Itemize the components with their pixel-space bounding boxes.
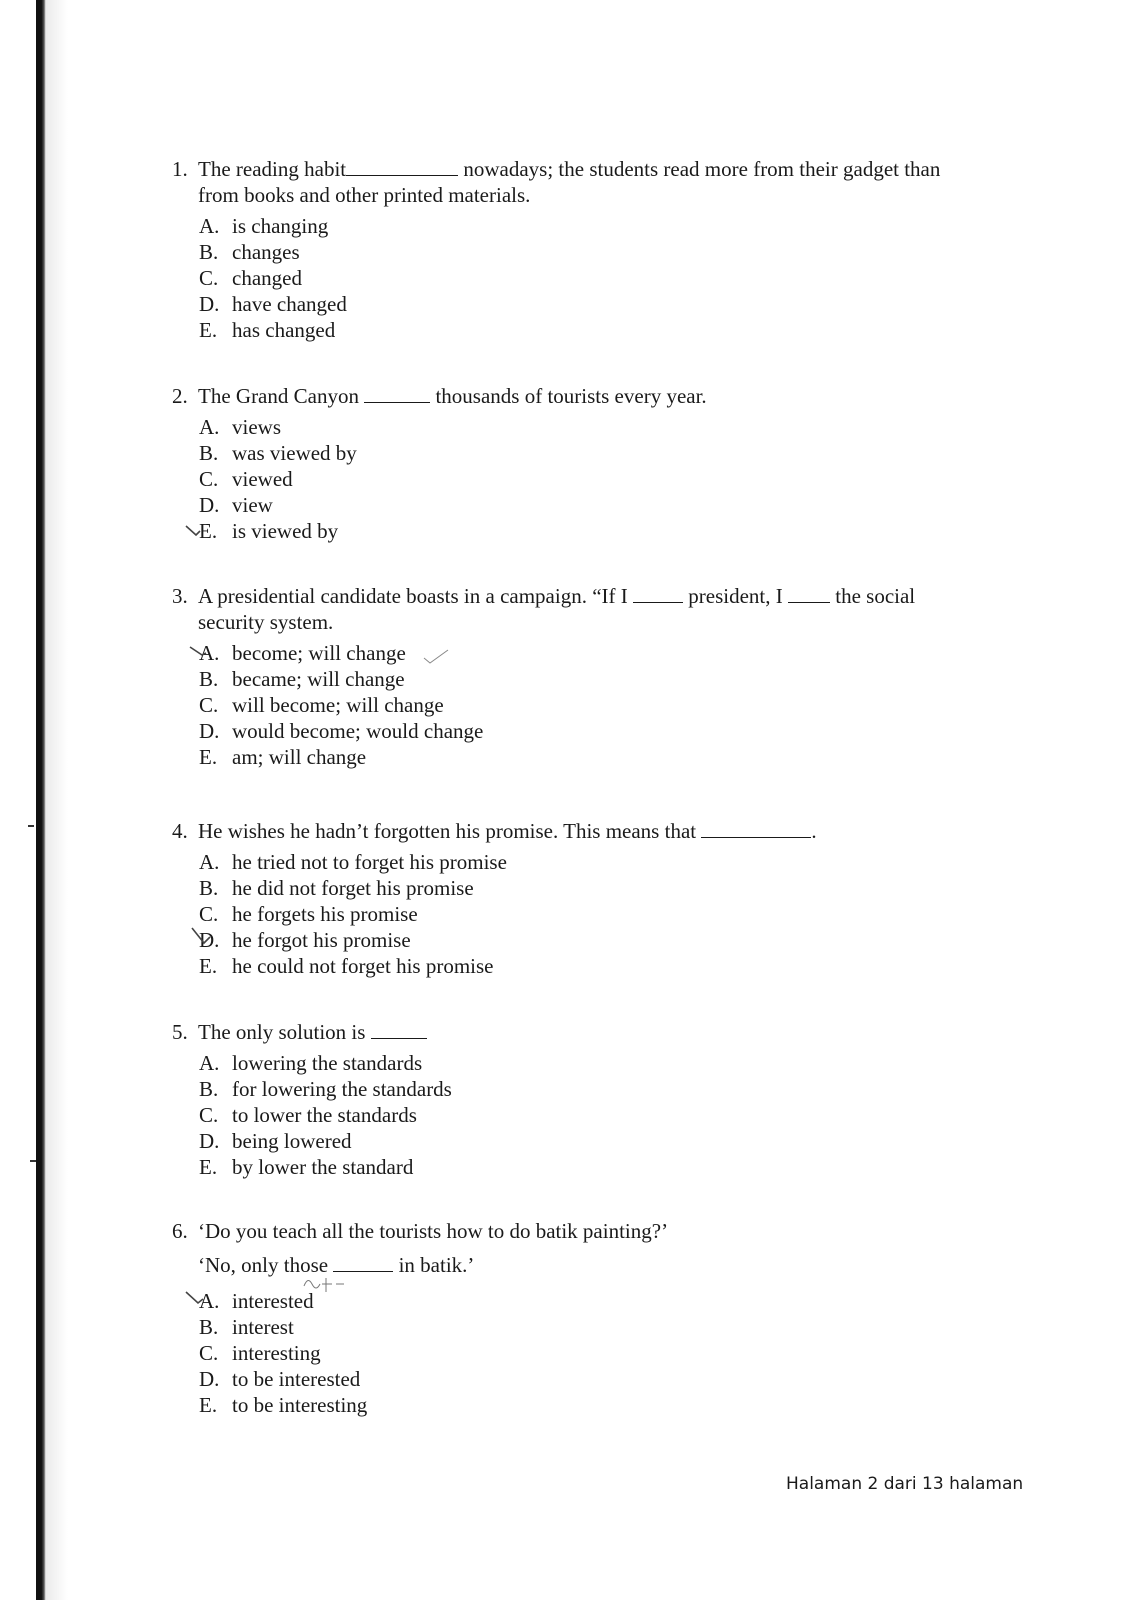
stem-text: A presidential candidate boasts in a campaign. “If I — [198, 584, 628, 608]
option-text: become; will change — [232, 641, 406, 665]
option-text: will become; will change — [232, 693, 444, 717]
question-number: 5. — [172, 1020, 188, 1044]
options-list — [172, 414, 1012, 544]
option-letter: D. — [199, 928, 220, 952]
option-text: for lowering the standards — [232, 1077, 452, 1101]
option-text: he forgot his promise — [232, 928, 411, 952]
stem-text: The Grand Canyon — [198, 384, 359, 408]
option-a — [199, 640, 1012, 666]
option-a — [199, 213, 1012, 239]
option-letter: C. — [199, 1341, 219, 1365]
option-text: changes — [232, 240, 300, 264]
option-letter: A. — [199, 415, 220, 439]
option-text: views — [232, 415, 281, 439]
option-text: became; will change — [232, 667, 405, 691]
option-letter: C. — [199, 467, 219, 491]
option-text: by lower the standard — [232, 1155, 414, 1179]
option-text: am; will change — [232, 745, 367, 769]
stem-text: thousands of tourists every year. — [435, 384, 707, 408]
answer-blank — [333, 1253, 393, 1272]
option-letter: D. — [199, 1367, 220, 1391]
option-c — [199, 1102, 1012, 1128]
options-list — [172, 1288, 1012, 1418]
question-6 — [172, 1218, 1012, 1418]
option-text: lowering the standards — [232, 1051, 423, 1075]
option-c — [199, 1340, 1012, 1366]
option-a — [199, 1050, 1012, 1076]
stem-text: He wishes he hadn’t forgotten his promise. This means that — [198, 819, 697, 843]
option-e — [199, 744, 1012, 770]
question-2 — [172, 383, 1012, 544]
stem-text: ‘Do you teach all the tourists how to do batik painting?’ — [198, 1219, 669, 1243]
option-letter: D. — [199, 493, 220, 517]
option-text: interest — [232, 1315, 294, 1339]
option-e — [199, 518, 1012, 544]
stem-text: security system. — [198, 610, 334, 634]
option-text: is viewed by — [232, 519, 339, 543]
option-c — [199, 265, 1012, 291]
option-text: he did not forget his promise — [232, 876, 474, 900]
option-letter: B. — [199, 1077, 219, 1101]
option-letter: D. — [199, 1129, 220, 1153]
question-stem — [172, 1218, 1012, 1244]
option-text: is changing — [232, 214, 329, 238]
options-list — [172, 849, 1012, 979]
option-letter: C. — [199, 693, 219, 717]
option-text: viewed — [232, 467, 293, 491]
option-text: to be interesting — [232, 1393, 368, 1417]
question-stem — [172, 156, 1012, 182]
option-text: has changed — [232, 318, 336, 342]
question-stem — [172, 383, 1012, 409]
scan-binding-edge — [36, 0, 46, 1600]
option-letter: B. — [199, 240, 219, 264]
option-d — [199, 927, 1012, 953]
option-text: he tried not to forget his promise — [232, 850, 507, 874]
option-text: he forgets his promise — [232, 902, 418, 926]
stem-text: nowadays; the students read more from their gadget than — [463, 157, 941, 181]
question-number: 2. — [172, 384, 188, 408]
option-letter: D. — [199, 719, 220, 743]
option-text: he could not forget his promise — [232, 954, 494, 978]
answer-blank — [364, 384, 430, 403]
option-c — [199, 466, 1012, 492]
option-c — [199, 692, 1012, 718]
stem-text: The reading habit — [198, 157, 347, 181]
option-c — [199, 901, 1012, 927]
stem-text: the social — [835, 584, 916, 608]
answer-blank — [633, 584, 683, 603]
option-letter: D. — [199, 292, 220, 316]
option-letter: C. — [199, 1103, 219, 1127]
question-stem-reply — [172, 1252, 1012, 1278]
question-4 — [172, 818, 1012, 979]
option-letter: C. — [199, 266, 219, 290]
question-5 — [172, 1019, 1012, 1180]
option-letter: A. — [199, 850, 220, 874]
question-number: 6. — [172, 1219, 188, 1243]
stem-text: from books and other printed materials. — [198, 183, 531, 207]
options-list — [172, 213, 1012, 343]
option-text: have changed — [232, 292, 347, 316]
option-letter: E. — [199, 745, 218, 769]
option-letter: E. — [199, 318, 218, 342]
stem-text: in batik.’ — [398, 1253, 475, 1277]
option-letter: B. — [199, 441, 219, 465]
option-d — [199, 1128, 1012, 1154]
question-stem — [172, 583, 1012, 609]
answer-blank — [346, 157, 458, 176]
option-letter: B. — [199, 667, 219, 691]
option-letter: A. — [199, 1289, 220, 1313]
option-letter: A. — [199, 214, 220, 238]
option-letter: E. — [199, 519, 218, 543]
option-text: to lower the standards — [232, 1103, 417, 1127]
question-stem — [172, 818, 1012, 844]
option-letter: E. — [199, 1393, 218, 1417]
scan-edge-mark — [28, 825, 34, 827]
answer-blank — [701, 819, 811, 838]
stem-text: The only solution is — [198, 1020, 366, 1044]
option-text: would become; would change — [232, 719, 484, 743]
option-letter: B. — [199, 1315, 219, 1339]
option-b — [199, 875, 1012, 901]
option-b — [199, 666, 1012, 692]
option-letter: C. — [199, 902, 219, 926]
option-e — [199, 953, 1012, 979]
option-d — [199, 492, 1012, 518]
question-stem — [172, 1019, 1012, 1045]
option-letter: A. — [199, 1051, 220, 1075]
option-letter: E. — [199, 1155, 218, 1179]
option-e — [199, 1392, 1012, 1418]
option-b — [199, 440, 1012, 466]
option-b — [199, 1314, 1012, 1340]
option-e — [199, 317, 1012, 343]
option-letter: B. — [199, 876, 219, 900]
option-d — [199, 718, 1012, 744]
question-number: 3. — [172, 584, 188, 608]
stem-text: . — [811, 819, 817, 843]
answer-blank — [788, 584, 830, 603]
option-text: interested — [232, 1289, 314, 1313]
option-text: interesting — [232, 1341, 321, 1365]
scan-binding-shadow — [46, 0, 68, 1600]
question-number: 4. — [172, 819, 188, 843]
question-1 — [172, 156, 1012, 343]
options-list — [172, 640, 1012, 770]
option-text: view — [232, 493, 273, 517]
option-text: changed — [232, 266, 302, 290]
options-list — [172, 1050, 1012, 1180]
option-d — [199, 291, 1012, 317]
question-number: 1. — [172, 157, 188, 181]
scan-edge-mark — [30, 1160, 36, 1162]
option-e — [199, 1154, 1012, 1180]
option-a — [199, 1288, 1012, 1314]
option-d — [199, 1366, 1012, 1392]
option-text: being lowered — [232, 1129, 352, 1153]
answer-blank — [371, 1020, 427, 1039]
option-text: was viewed by — [232, 441, 357, 465]
option-letter: A. — [199, 641, 220, 665]
option-b — [199, 1076, 1012, 1102]
question-3 — [172, 583, 1012, 770]
option-letter: E. — [199, 954, 218, 978]
stem-text: ‘No, only those — [198, 1253, 329, 1277]
option-b — [199, 239, 1012, 265]
option-a — [199, 849, 1012, 875]
stem-text: president, I — [688, 584, 783, 608]
page-number-footer: Halaman 2 dari 13 halaman — [786, 1474, 1024, 1494]
option-a — [199, 414, 1012, 440]
option-text: to be interested — [232, 1367, 361, 1391]
